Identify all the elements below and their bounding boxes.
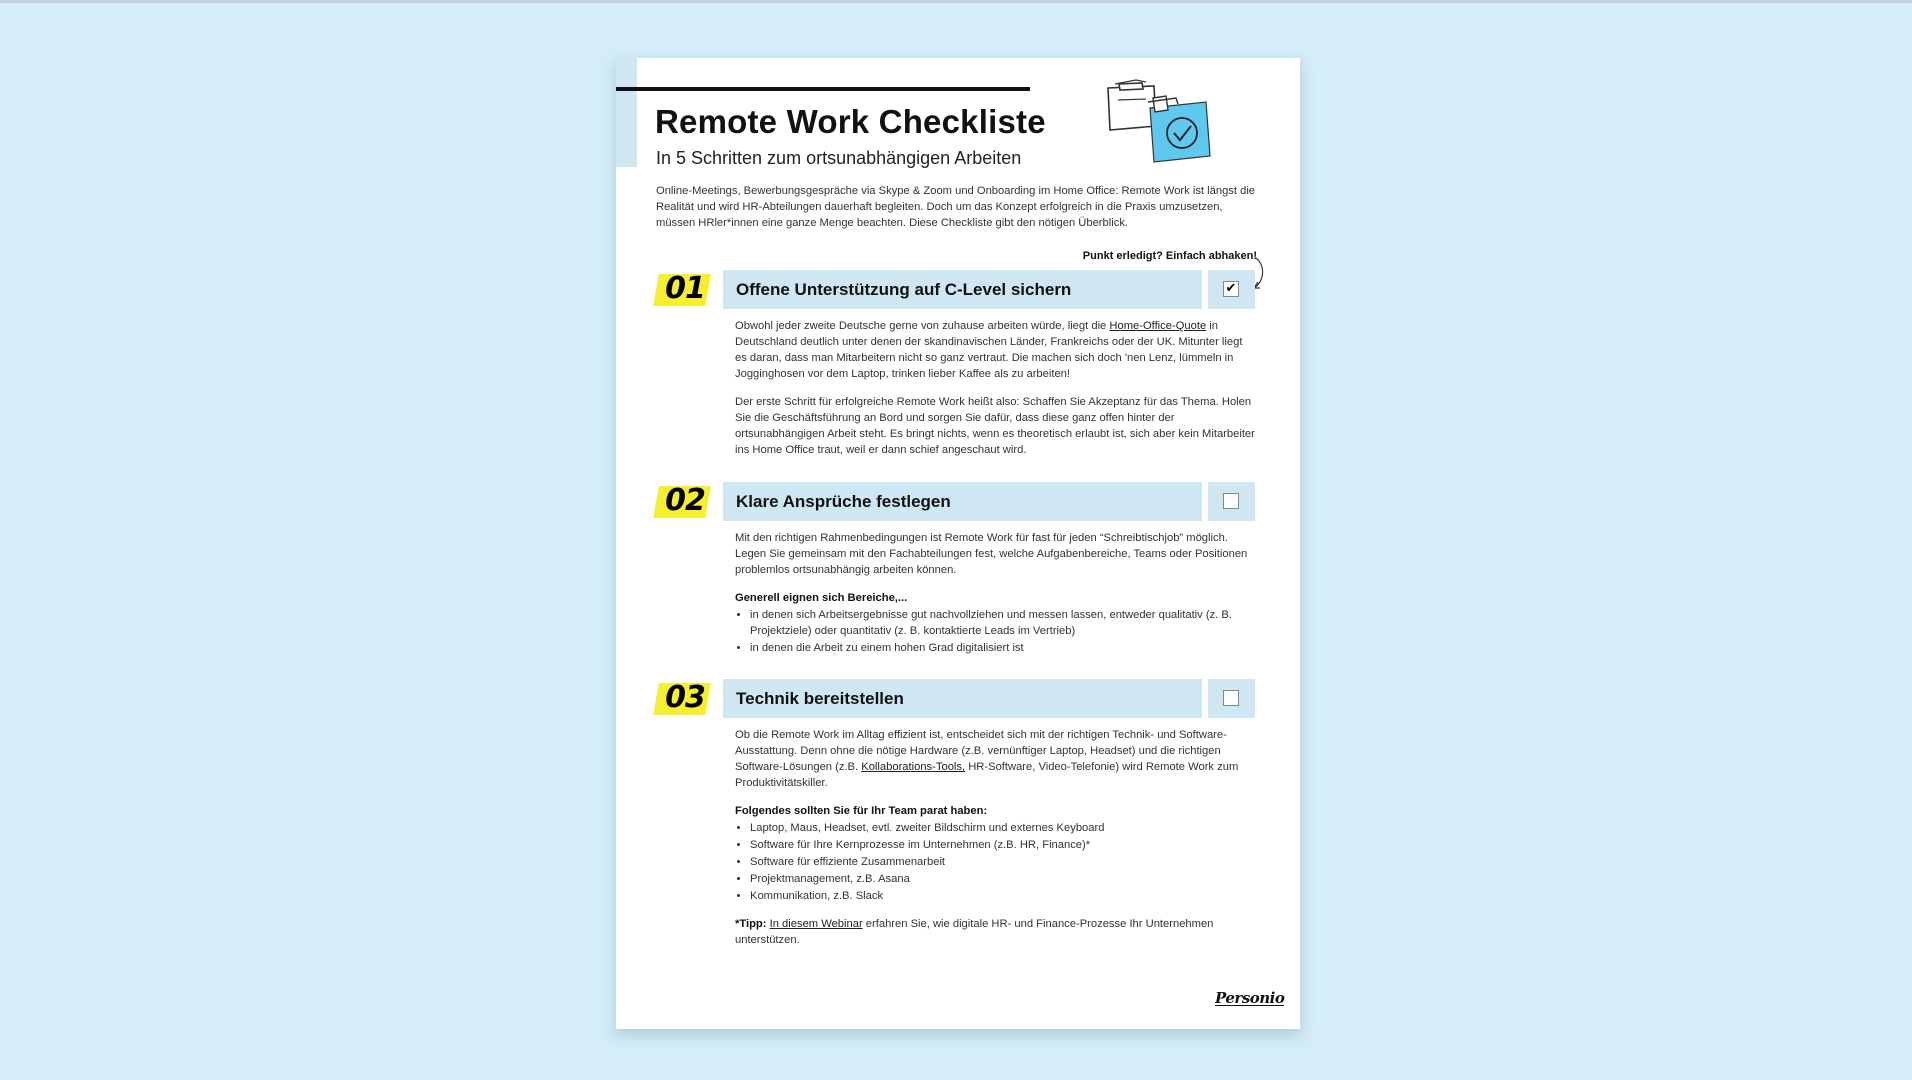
section-title: Technik bereitstellen [736,689,904,708]
checkbox-cell [1208,482,1255,521]
section-03 [616,679,1300,959]
section-body [735,727,1257,960]
section-title: Offene Unterstützung auf C-Level sichern [736,280,1072,299]
section-header [723,270,1202,309]
tip-paragraph: *Tipp: In diesem Webinar erfahren Sie, wie digitale HR- und Finance-Prozesse Ihr Unternehmen unterstützen. [735,918,1214,946]
list-item: • Projektmanagement, z.B. Asana [750,871,1257,887]
section-header [723,679,1202,718]
list-title: Generell eignen sich Bereiche,... [735,592,908,604]
list-title: Folgendes sollten Sie für Ihr Team parat haben: [735,805,988,817]
paragraph: Der erste Schritt für erfolgreiche Remote Work heißt also: Schaffen Sie Akzeptanz für das Thema. Holen Sie die Geschäftsführung an Bord und sorgen Sie dafür, dass diese ganz offen hinter der ortsunabhängigen Arbeit steht. Es bringt nichts, wenn es theoretisch erlaubt ist, sich aber kein Mitarbeiter ins Home Office traut, weil er dann schief angeschaut wird. [735,396,1255,456]
list-item: • Software für effiziente Zusammenarbeit [750,854,1257,870]
document-page [616,58,1300,1029]
title-rule [616,87,1030,91]
section-number: 03 [665,680,705,715]
webinar-link[interactable]: In diesem Webinar [769,918,863,930]
section-number: 02 [665,483,705,518]
section-03-checkbox[interactable] [1223,690,1239,706]
check-hint: Punkt erledigt? Einfach abhaken! [1082,250,1257,262]
bullet-list [735,607,1257,656]
paragraph: Mit den richtigen Rahmenbedingungen ist Remote Work für fast für jeden “Schreibtischjob” möglich. Legen Sie gemeinsam mit den Fachabteilungen fest, welche Aufgabenbereiche, Teams oder Positionen problemlos ortsunabhängig arbeiten können. [735,532,1248,576]
section-header [723,482,1202,521]
list-item: • in denen sich Arbeitsergebnisse gut nachvollziehen und messen lassen, entweder qualitativ (z. B. Projektziele) oder quantitativ (z. B. kontaktierte Leads im Vertrieb) [750,607,1257,639]
personio-logo: Personio [1215,989,1285,1007]
section-01-checkbox[interactable]: ✔ [1223,281,1239,297]
checkbox-cell [1208,270,1255,309]
paragraph: Ob die Remote Work im Alltag effizient ist, entscheidet sich mit der richtigen Technik- und Software-Ausstattung. Denn ohne die nötige Hardware (z.B. vernünftiger Laptop, Headset) und die richtigen Software-Lösungen (z.B. Kollaborations-Tools, HR-Software, Video-Telefonie) wird Remote Work zum Produktivitätskiller. [735,729,1239,789]
section-body [735,318,1257,470]
corner-accent [616,58,637,167]
list-item: • Software für Ihre Kernprozesse im Unternehmen (z.B. HR, Finance)* [750,837,1257,853]
list-item: • Laptop, Maus, Headset, evtl. zweiter Bildschirm und externes Keyboard [750,820,1257,836]
section-01 [616,270,1300,456]
section-title: Klare Ansprüche festlegen [736,492,951,511]
bullet-list [735,820,1257,904]
home-office-quote-link[interactable]: Home-Office-Quote [1109,320,1207,332]
intro-text: Online-Meetings, Bewerbungsgespräche via Skype & Zoom und Onboarding im Home Office: Remote Work ist längst die Realität und wird HR-Abteilungen dauerhaft begleiten. Doch um das Konzept erfolgreich in die Praxis umzusetzen, müssen HRler*innen eine ganze Menge beachten. Diese Checkliste gibt den nötigen Überblick. [656,185,1256,229]
list-item: • in denen die Arbeit zu einem hohen Grad digitalisiert ist [750,640,1257,656]
checkbox-cell [1208,679,1255,718]
page-title: Remote Work Checkliste [655,103,1046,140]
clipboard-check-icon [1106,78,1226,173]
section-number: 01 [665,271,705,306]
section-02-checkbox[interactable] [1223,493,1239,509]
section-02 [616,482,1300,654]
section-body [735,530,1257,668]
collaboration-tools-link[interactable]: Kollaborations-Tools, [861,761,966,773]
top-border [0,0,1912,3]
paragraph: Obwohl jeder zweite Deutsche gerne von zuhause arbeiten würde, liegt die Home-Office-Quote in Deutschland deutlich unter denen der skandinavischen Länder, Frankreichs oder der UK. Mitunter liegt es daran, dass man Mitarbeitern nicht so ganz vertraut. Die machen sich doch 'nen Lenz, lümmeln in Jogginghosen vor dem Laptop, trinken lieber Kaffee als zu arbeiten! [735,320,1243,380]
page-subtitle: In 5 Schritten zum ortsunabhängigen Arbeiten [656,148,1022,168]
list-item: • Kommunikation, z.B. Slack [750,888,1257,904]
